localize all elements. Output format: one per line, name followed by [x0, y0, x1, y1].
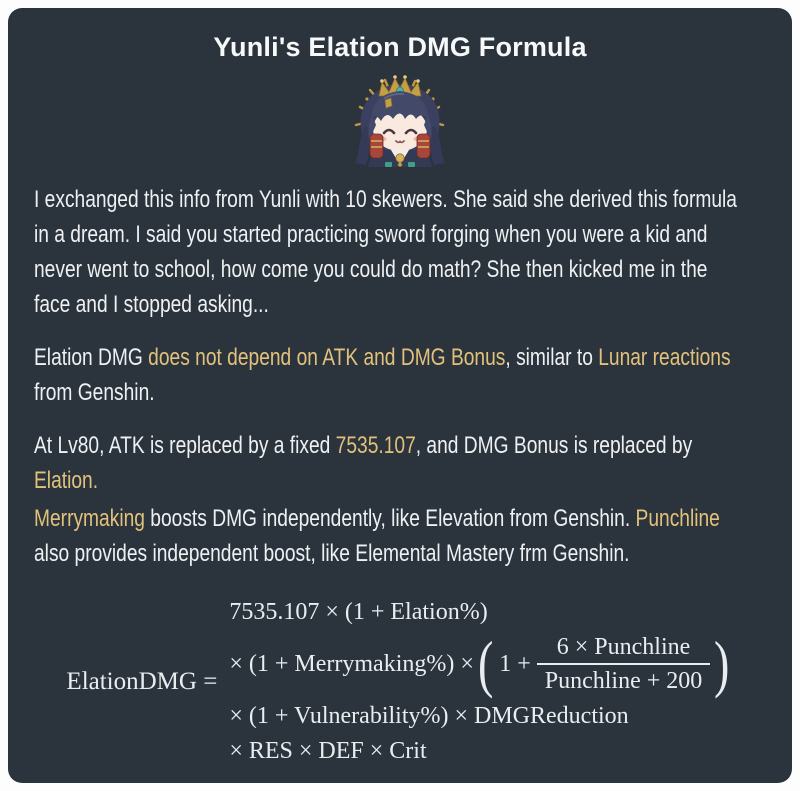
page-title: Yunli's Elation DMG Formula: [213, 32, 587, 62]
text-segment: , similar to: [505, 344, 599, 371]
brooch-icon: [396, 154, 404, 162]
highlight-segment: Merrymaking: [34, 505, 145, 532]
formula-lhs: ElationDMG =: [66, 667, 218, 695]
highlight-segment: Punchline: [635, 505, 720, 532]
formula-line-3: × (1 + Vulnerability%) × DMGReduction: [229, 703, 629, 729]
text-segment: never went to school, how come you could do math? She then kicked me in the: [34, 256, 708, 283]
formula-rhs: [229, 597, 733, 766]
paragraph-lv80: [34, 428, 770, 498]
text-segment: face and I stopped asking...: [34, 291, 269, 318]
formula-line2-inner: 1 +: [499, 651, 531, 677]
text-segment: also provides independent boost, like Elemental Mastery frm Genshin.: [34, 540, 630, 567]
text-segment: I exchanged this info from Yunli with 10 skewers. She said she derived this formula: [34, 186, 737, 213]
paragraph-merrymaking: [34, 501, 770, 571]
body-text: [34, 182, 770, 571]
text-segment: At Lv80, ATK is replaced by a fixed: [34, 432, 336, 459]
paragraph-elation-dmg: [34, 340, 770, 410]
yunli-chibi-emote: [341, 72, 459, 167]
elation-dmg-formula: [34, 597, 766, 766]
formula-card: [8, 8, 792, 783]
highlight-segment: Lunar reactions: [598, 344, 731, 371]
close-paren: ): [714, 628, 730, 699]
paragraph-intro: [34, 182, 770, 322]
formula-line-1: 7535.107 × (1 + Elation%): [229, 599, 488, 625]
highlight-segment: does not depend on ATK and DMG Bonus: [148, 344, 506, 371]
open-paren: (: [477, 628, 494, 699]
fraction-denominator: Punchline + 200: [537, 663, 711, 694]
text-segment: in a dream. I said you started practicing sword forging when you were a kid and: [34, 221, 708, 248]
text-segment: , and DMG Bonus is replaced by: [415, 432, 693, 459]
text-segment: from Genshin.: [34, 379, 155, 406]
formula-line-2: [229, 628, 733, 699]
text-segment: boosts DMG independently, like Elevation from Genshin.: [144, 505, 636, 532]
formula-line-4: × RES × DEF × Crit: [229, 738, 427, 764]
character-emote-image: [341, 72, 459, 172]
hairpin-icon: [385, 98, 392, 108]
highlight-segment: Elation.: [34, 467, 99, 494]
formula-line2-prefix: × (1 + Merrymaking%) ×: [229, 651, 474, 677]
punchline-fraction: [537, 634, 711, 694]
text-segment: Elation DMG: [34, 344, 149, 371]
fraction-numerator: 6 × Punchline: [556, 634, 691, 660]
highlight-segment: 7535.107: [335, 432, 416, 459]
